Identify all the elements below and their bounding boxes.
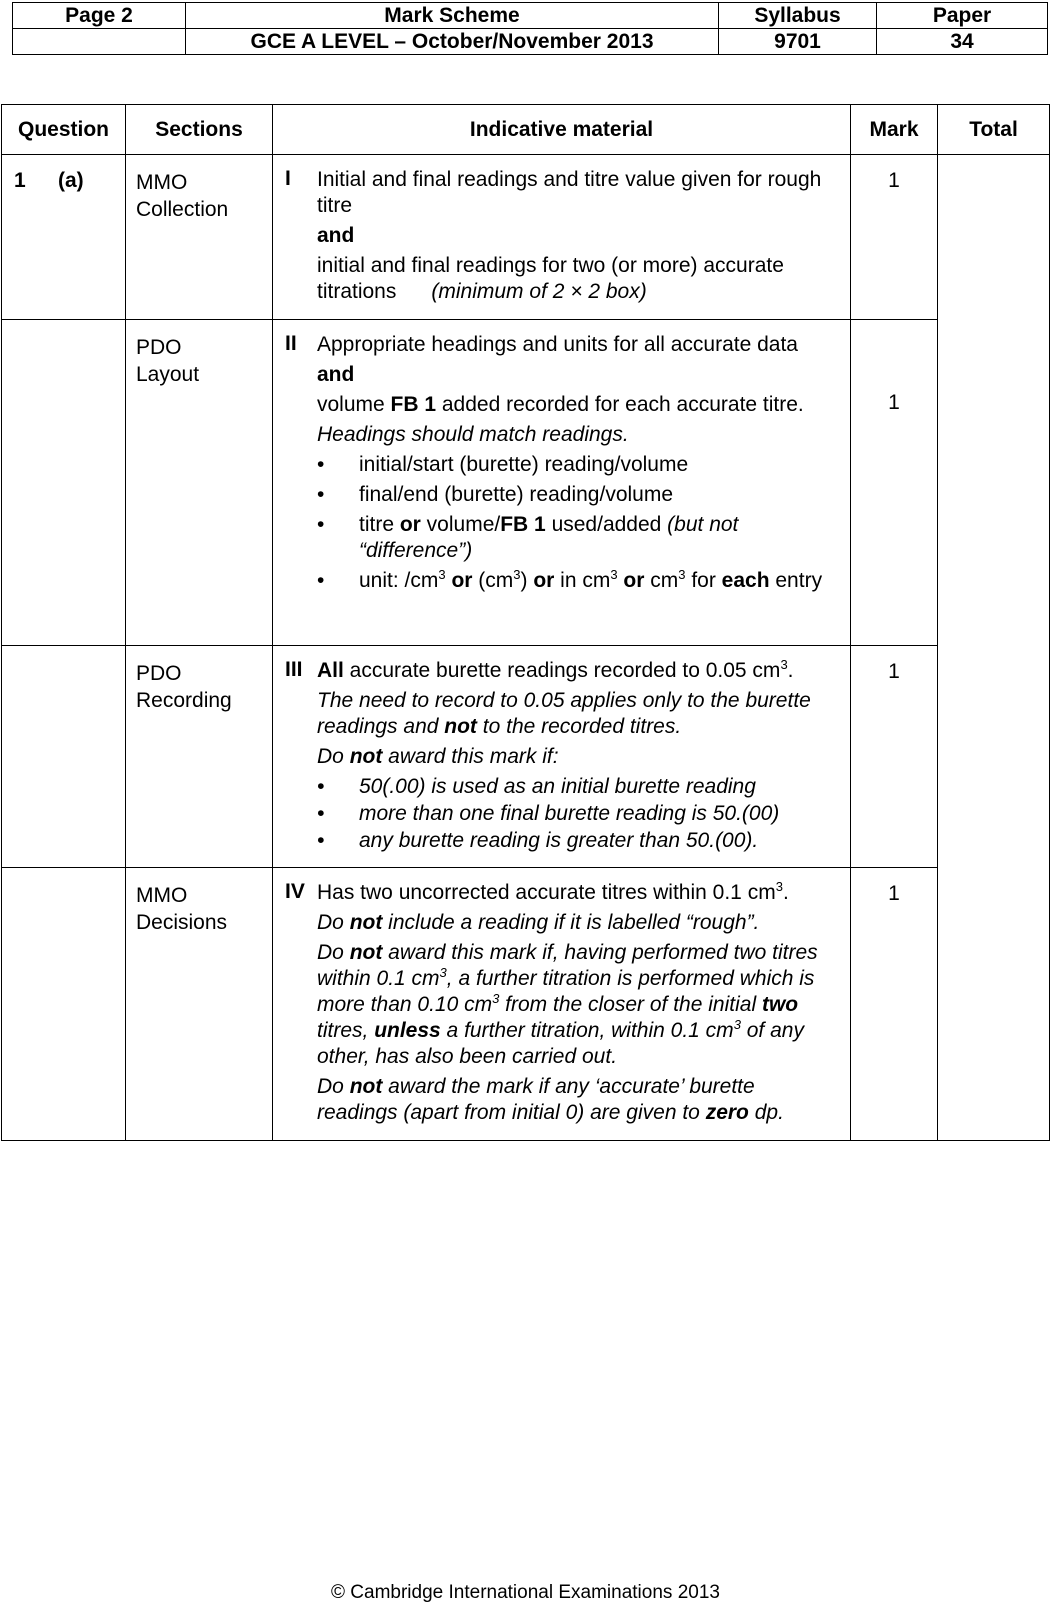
material-cell: [273, 320, 851, 646]
material-cell: [273, 868, 851, 1141]
criterion-note: (minimum of 2 × 2 box): [431, 280, 647, 303]
question-part: (a): [58, 169, 84, 192]
total-cell: [938, 155, 1050, 1141]
mark-cell: 1: [851, 155, 938, 320]
question-number: 1: [14, 169, 26, 192]
question-cell: [2, 155, 126, 320]
doc-title: Mark Scheme: [186, 3, 719, 29]
question-cell: [2, 868, 126, 1141]
material-cell: [273, 155, 851, 320]
and-connector: and: [317, 363, 355, 386]
section-name: Layout: [136, 363, 200, 386]
and-connector: and: [317, 224, 355, 247]
section-type: MMO: [136, 171, 188, 194]
question-cell: [2, 320, 126, 646]
mark-scheme-table: [1, 104, 1050, 1141]
column-header-row: [2, 105, 1050, 155]
header-empty-cell: [13, 29, 186, 55]
list-item: • any burette reading is greater than 50.(00).: [317, 828, 836, 854]
mark-cell: 1: [851, 320, 938, 646]
section-type: PDO: [136, 662, 182, 685]
page-label: Page 2: [13, 3, 186, 29]
table-row: [2, 868, 1050, 1141]
mark-cell: 1: [851, 646, 938, 868]
table-row: [2, 646, 1050, 868]
syllabus-label: Syllabus: [719, 3, 877, 29]
criterion-note-2: Do not award this mark if, having performed two titres within 0.1 $cm^3$, a further titration is performed which is more than 0.10 $cm^3$ from the closer of the initial two titres, unless a further titration, within 0.1 $cm^3$ of any other, has also been carried out.: [317, 941, 818, 1068]
col-indicative-material: Indicative material: [273, 105, 851, 155]
doc-subtitle: GCE A LEVEL – October/November 2013: [186, 29, 719, 55]
list-item: • initial/start (burette) reading/volume: [317, 452, 836, 478]
paper-label: Paper: [877, 3, 1048, 29]
criterion-text: Has two uncorrected accurate titres within 0.1 $cm^3$.: [317, 879, 789, 904]
section-name: Collection: [136, 198, 229, 221]
col-total: Total: [938, 105, 1050, 155]
material-cell: [273, 646, 851, 868]
mark-cell: 1: [851, 868, 938, 1141]
criterion-text: Appropriate headings and units for all accurate data: [317, 333, 798, 356]
criterion-numeral: III: [285, 658, 303, 681]
col-sections: Sections: [126, 105, 273, 155]
table-row: [2, 155, 1050, 320]
section-type: MMO: [136, 884, 188, 907]
syllabus-value: 9701: [719, 29, 877, 55]
list-item: • titre or volume/FB 1 used/added (but not “difference”): [317, 512, 836, 564]
criterion-text: Initial and final readings and titre value given for rough titre: [317, 168, 822, 217]
criterion-numeral: I: [285, 167, 291, 190]
criterion-numeral: II: [285, 332, 297, 355]
exclusion-list: [317, 774, 836, 854]
criterion-text: All accurate burette readings recorded to 0.05 $cm^3$.: [317, 657, 794, 682]
list-item: • 50(.00) is used as an initial burette reading: [317, 774, 836, 800]
copyright-footer: © Cambridge International Examinations 2013: [331, 1582, 720, 1603]
header-table: [12, 2, 1048, 55]
section-name: Recording: [136, 689, 232, 712]
criterion-note: Headings should match readings.: [317, 423, 629, 446]
criterion-numeral: IV: [285, 880, 305, 903]
criterion-note: The need to record to 0.05 applies only to the burette readings and not to the recorded titres.: [317, 689, 811, 738]
question-cell: [2, 646, 126, 868]
col-question: Question: [2, 105, 126, 155]
criterion-note-3: Do not award the mark if any ‘accurate’ burette readings (apart from initial 0) are given to zero dp.: [317, 1075, 784, 1124]
section-type: PDO: [136, 336, 182, 359]
criterion-note-2: Do not award this mark if:: [317, 745, 559, 768]
section-name: Decisions: [136, 911, 228, 934]
section-cell: [126, 868, 273, 1141]
list-item: • final/end (burette) reading/volume: [317, 482, 836, 508]
table-row: [2, 320, 1050, 646]
criterion-text-2: initial and final readings for two (or more) accurate titrations (minimum of 2 × 2 box): [317, 254, 784, 303]
col-mark: Mark: [851, 105, 938, 155]
section-cell: [126, 155, 273, 320]
heading-list: [317, 452, 836, 594]
section-cell: [126, 646, 273, 868]
list-item: • more than one final burette reading is 50.(00): [317, 801, 836, 827]
criterion-text-2: volume FB 1 added recorded for each accurate titre.: [317, 393, 804, 416]
list-item: • unit: $/cm^3$ or $(cm^3)$ or in $cm^3$ or $cm^3$ for each entry: [317, 568, 836, 594]
paper-value: 34: [877, 29, 1048, 55]
section-cell: [126, 320, 273, 646]
criterion-note: Do not include a reading if it is labelled “rough”.: [317, 911, 760, 934]
